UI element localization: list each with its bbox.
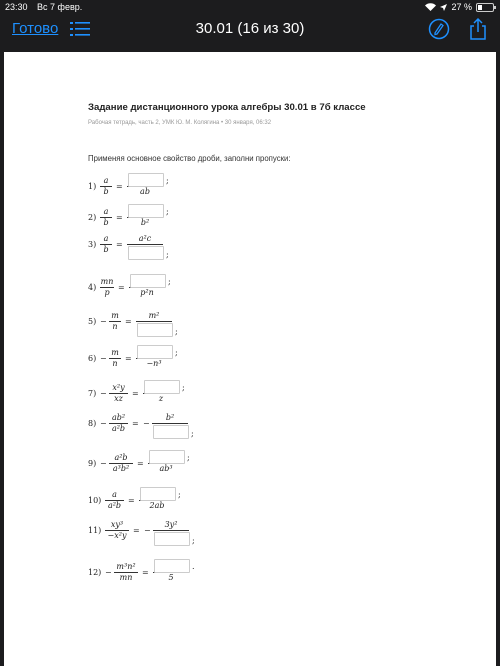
minus-sign: − (100, 389, 107, 398)
status-time: 23:30 (5, 2, 28, 12)
instruction-text: Применяя основное свойство дроби, заполни пропуски: (88, 154, 291, 163)
answer-input-box[interactable] (137, 323, 173, 337)
problem-number: 8) (88, 419, 97, 428)
equals-sign: = (128, 496, 135, 505)
fraction-denominator: −x²y (107, 531, 127, 540)
given-fraction (109, 348, 121, 369)
problem-number: 5) (88, 317, 97, 326)
share-icon[interactable] (468, 17, 488, 41)
problem-number: 7) (88, 389, 97, 398)
answer-input-box[interactable] (144, 380, 180, 394)
given-fraction (109, 413, 128, 434)
fraction-numerator: m² (148, 311, 160, 320)
punctuation: ; (166, 176, 169, 185)
punctuation: ; (175, 348, 178, 357)
equals-sign: = (125, 354, 132, 363)
fraction-numerator: mn (100, 277, 114, 286)
equals-sign: = (132, 419, 139, 428)
punctuation: ; (191, 429, 194, 438)
fraction-numerator: x²y (112, 383, 125, 392)
punctuation: ; (166, 250, 169, 259)
nav-bar (0, 14, 500, 48)
given-fraction (109, 453, 133, 474)
minus-sign: − (143, 419, 150, 428)
fraction-denominator: a³b² (112, 464, 130, 473)
given-fraction (100, 176, 112, 197)
answer-input-box[interactable] (154, 532, 190, 546)
fraction-numerator: m (111, 311, 119, 320)
minus-sign: − (100, 419, 107, 428)
equals-sign: = (132, 389, 139, 398)
problem-number: 3) (88, 240, 97, 249)
given-fraction (100, 234, 112, 255)
equals-sign: = (142, 568, 149, 577)
answer-input-box[interactable] (154, 559, 190, 573)
punctuation: ; (182, 383, 185, 392)
fraction-numerator: xy³ (110, 520, 124, 529)
answer-input-box[interactable] (130, 274, 166, 288)
fraction-denominator: ab (140, 187, 150, 196)
punctuation: ; (166, 207, 169, 216)
given-fraction (105, 490, 124, 511)
document-title: 30.01 (16 из 30) (195, 20, 305, 37)
given-fraction (109, 311, 121, 332)
location-icon (440, 4, 447, 11)
wifi-icon (425, 3, 436, 11)
fraction-numerator: a (103, 234, 109, 243)
problem-number: 11) (88, 526, 102, 535)
equals-sign: = (118, 283, 125, 292)
minus-sign: − (100, 317, 107, 326)
fraction-denominator: p²n (140, 288, 154, 297)
given-fraction (100, 277, 114, 298)
minus-sign: − (144, 526, 151, 535)
fraction-denominator: b (103, 245, 109, 254)
given-fraction (100, 207, 112, 228)
problem-number: 6) (88, 354, 97, 363)
problem-number: 4) (88, 283, 97, 292)
fraction-numerator: m³n² (116, 562, 136, 571)
fraction-denominator: b (103, 187, 109, 196)
fraction-denominator: ab³ (159, 464, 173, 473)
fraction-numerator: a (103, 207, 109, 216)
fraction-numerator: a (112, 490, 117, 499)
assignment-meta: Рабочая тетрадь, часть 2, УМК Ю. М. Колягина • 30 января, 06:32 (88, 120, 272, 126)
answer-input-box[interactable] (128, 204, 164, 218)
fraction-denominator: xz (114, 394, 123, 403)
problem-number: 9) (88, 459, 97, 468)
fraction-denominator: 5 (168, 573, 174, 582)
problem-number: 2) (88, 213, 97, 222)
problem-number: 1) (88, 182, 97, 191)
answer-input-box[interactable] (153, 425, 189, 439)
equals-sign: = (125, 317, 132, 326)
document-page[interactable] (4, 52, 496, 666)
minus-sign: − (100, 459, 107, 468)
fraction-denominator: b² (140, 218, 150, 227)
equals-sign: = (133, 526, 140, 535)
fraction-denominator: −n³ (146, 359, 162, 368)
given-fraction (105, 520, 129, 541)
punctuation: ; (178, 490, 181, 499)
equals-sign: = (116, 182, 123, 191)
fraction-denominator: a²b (107, 501, 122, 510)
punctuation: ; (187, 453, 190, 462)
fraction-numerator: a²b (114, 453, 128, 462)
minus-sign: − (100, 354, 107, 363)
fraction-denominator: mn (119, 573, 133, 582)
battery-icon (476, 3, 494, 12)
answer-input-box[interactable] (128, 246, 164, 260)
fraction-numerator: 3y² (164, 520, 178, 529)
answer-input-box[interactable] (149, 450, 185, 464)
assignment-title: Задание дистанционного урока алгебры 30.01 в 7б классе (88, 102, 366, 113)
fraction-denominator: 2ab (149, 501, 165, 510)
status-bar (0, 0, 500, 14)
fraction-denominator: a²b (111, 424, 126, 433)
answer-input-box[interactable] (137, 345, 173, 359)
status-date: Вс 7 февр. (37, 2, 83, 12)
problem-number: 10) (88, 496, 102, 505)
fraction-numerator: a²c (138, 234, 152, 243)
equals-sign: = (116, 213, 123, 222)
answer-input-box[interactable] (128, 173, 164, 187)
fraction-denominator: n (112, 359, 118, 368)
fraction-denominator: z (158, 394, 164, 403)
fraction-numerator: ab² (111, 413, 126, 422)
fraction-numerator: a (103, 176, 109, 185)
equals-sign: = (137, 459, 144, 468)
punctuation: ; (192, 536, 195, 545)
fraction-denominator: p (104, 288, 110, 297)
minus-sign: − (105, 568, 112, 577)
answer-input-box[interactable] (140, 487, 176, 501)
problem-number: 12) (88, 568, 102, 577)
markup-icon[interactable] (428, 18, 450, 40)
punctuation: ; (168, 277, 171, 286)
fraction-denominator: n (112, 322, 118, 331)
done-button[interactable]: Готово (12, 20, 59, 37)
battery-percent: 27 % (451, 2, 472, 12)
fraction-numerator: m (111, 348, 119, 357)
fraction-numerator: b² (165, 413, 175, 422)
punctuation: ; (175, 327, 178, 336)
fraction-denominator: b (103, 218, 109, 227)
given-fraction (114, 562, 138, 583)
equals-sign: = (116, 240, 123, 249)
punctuation: . (192, 562, 195, 571)
given-fraction (109, 383, 128, 404)
